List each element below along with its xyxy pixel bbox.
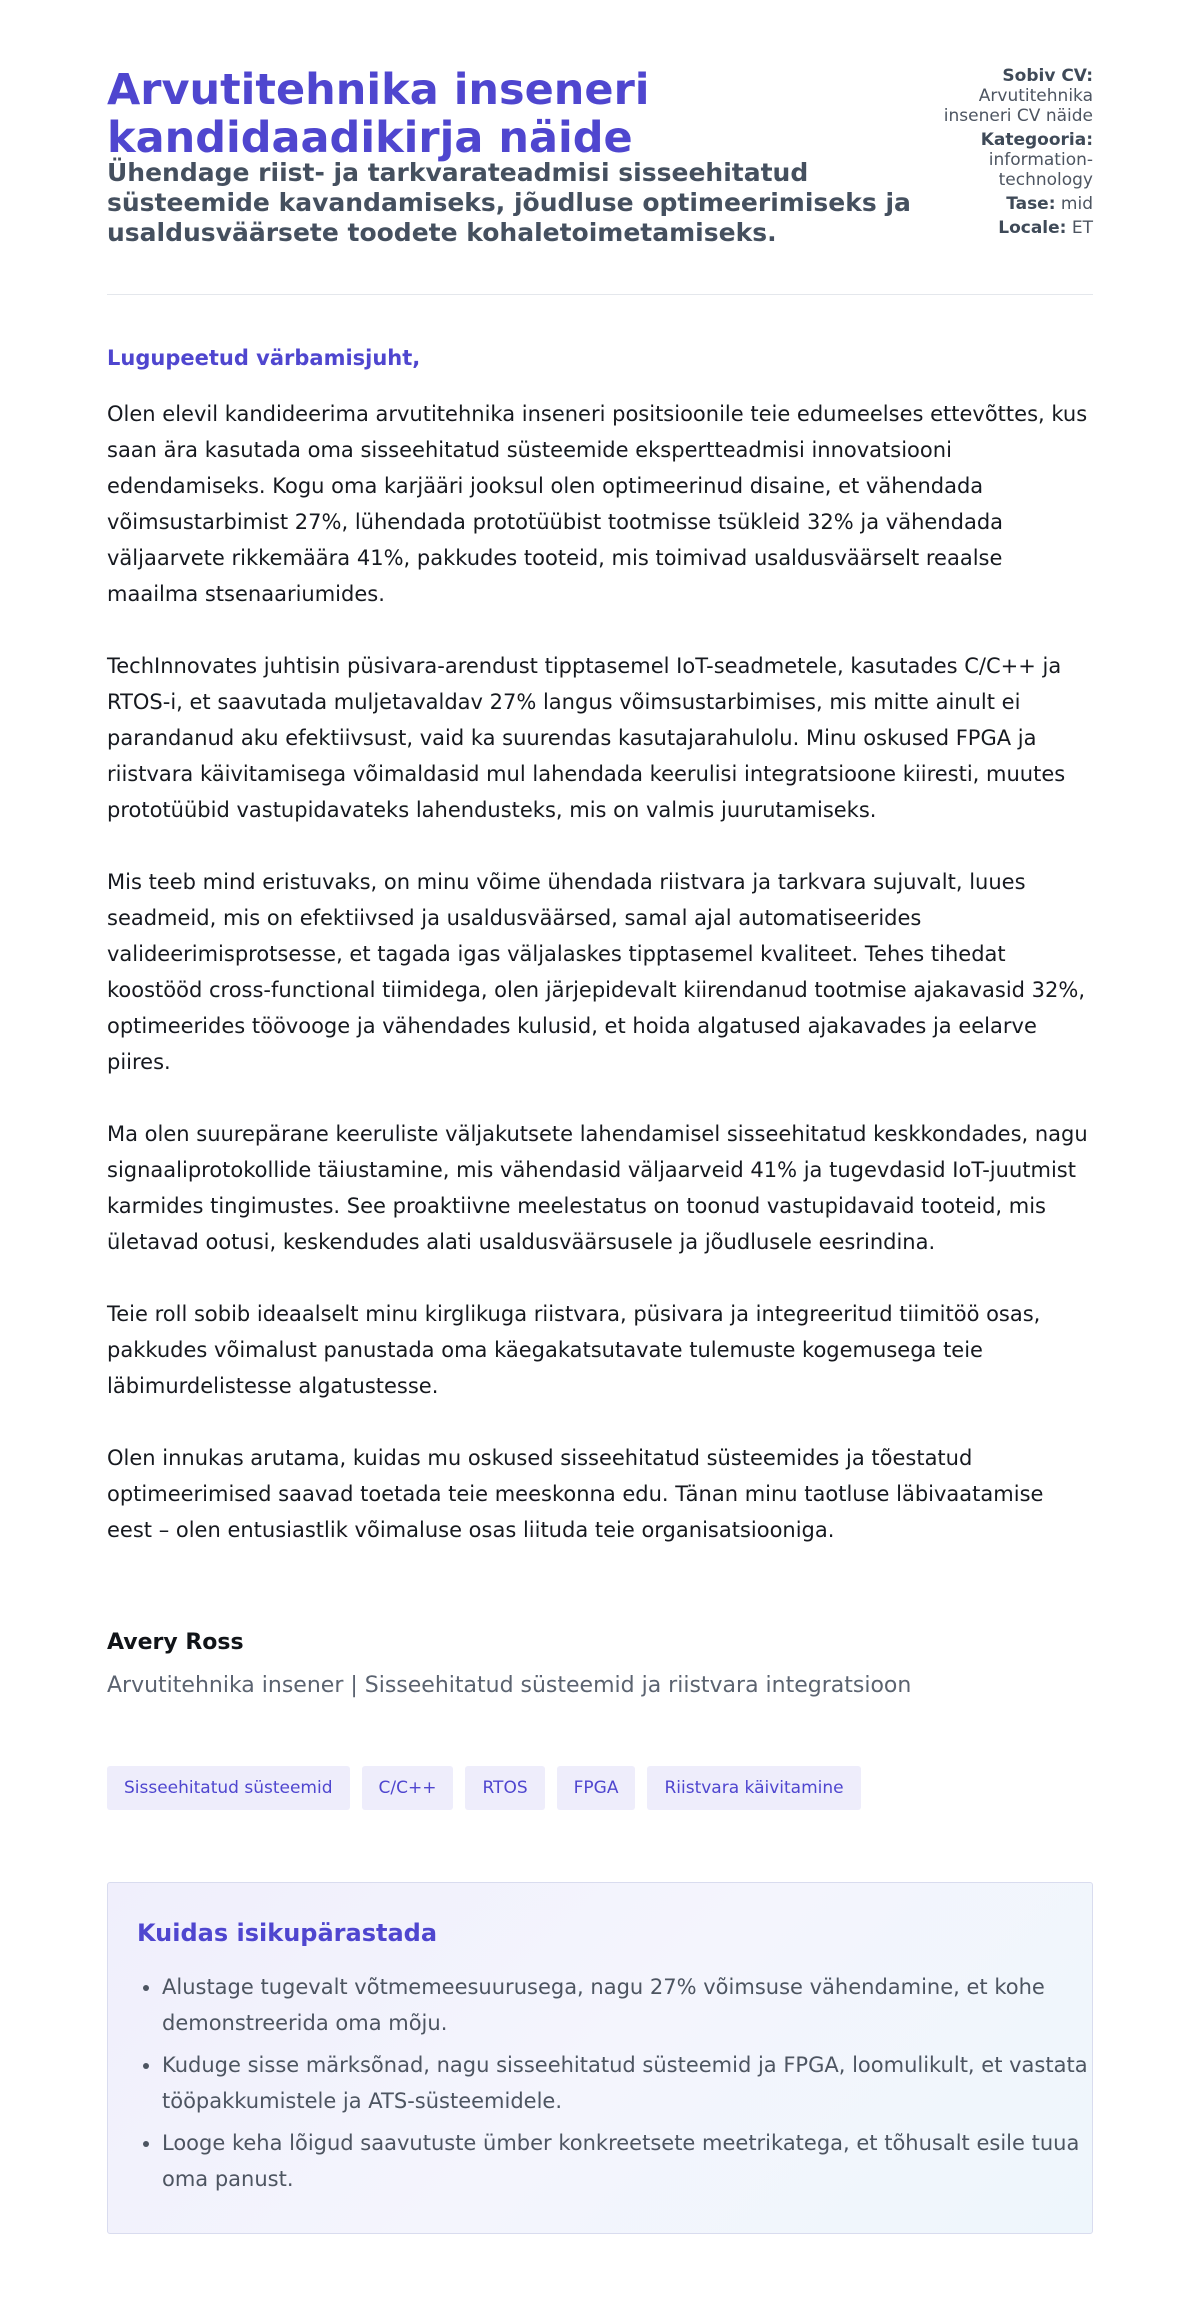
- letter-paragraph: Ma olen suurepärane keeruliste väljakutsete lahendamisel sisseehitatud keskkondades, nagu signaaliprotokollide täiustamine, mis vähendasid väljaarveid 41% ja tugevdasid IoT-juutmist karmides tingimustes. See proaktiivne meelestatus on toonud vastupidavaid tooteid, mis ületavad ootusi, keskendudes alati usaldusväärsusele ja jõudlusele eesrindina.: [107, 1122, 1088, 1254]
- meta-category: [933, 130, 1093, 190]
- tip-item: • Kuduge sisse märksõnad, nagu sisseehitatud süsteemid ja FPGA, loomulikult, et vastata tööpakkumistele ja ATS-süsteemidele.: [162, 2047, 1092, 2119]
- header-divider: [107, 294, 1093, 295]
- skill-tag: RTOS: [465, 1766, 544, 1810]
- letter-paragraph: Olen elevil kandideerima arvutitehnika inseneri positsioonile teie edumeelses ettevõttes, kus saan ära kasutada oma sisseehitatud süsteemide ekspertteadmisi innovatsiooni edendamiseks. Kogu oma karjääri jooksul olen optimeerinud disaine, et vähendada võimsustarbimist 27%, lühendada prototüübist tootmisse tsükleid 32% ja vähendada väljaarvete rikkemäära 41%, pakkudes tooteid, mis toimivad usaldusväärselt reaalse maailma stsenaariumides.: [107, 402, 1088, 606]
- meta-category-value: information-technology: [988, 150, 1093, 190]
- letter-paragraph: Teie roll sobib ideaalselt minu kirglikuga riistvara, püsivara ja integreeritud tiimitöö osas, pakkudes võimalust panustada oma käegakatsutavate tulemuste kogemusega teie läbimurdelistesse algatustesse.: [107, 1302, 1041, 1398]
- signature-name: Avery Ross: [107, 1630, 244, 1655]
- page-title: Arvutitehnika inseneri kandidaadikirja näide: [107, 65, 650, 163]
- letter-paragraph: Mis teeb mind eristuvaks, on minu võime ühendada riistvara ja tarkvara sujuvalt, luues seadmeid, mis on efektiivsed ja usaldusväärsed, samal ajal automatiseerides valideerimisprotsesse, et tagada igas väljalaskes tipptasemel kvaliteet. Tehes tihedat koostööd cross-functional tiimidega, olen järjepidevalt kiirendanud tootmise ajakavasid 32%, optimeerides töövooge ja vähendades kulusid, et hoida algatused ajakavades ja eelarve piires.: [107, 870, 1086, 1074]
- personalize-tips-box: [107, 1882, 1093, 2234]
- meta-cv: [933, 66, 1093, 126]
- letter-body: [107, 396, 1093, 1584]
- page-subtitle: Ühendage riist- ja tarkvarateadmisi sisseehitatud süsteemide kavandamiseks, jõudluse optimeerimiseks ja usaldusväärsete toodete kohaletoimetamiseks.: [107, 158, 911, 247]
- meta-level-label: Tase:: [1006, 194, 1056, 214]
- skill-tag: Riistvara käivitamine: [647, 1766, 860, 1810]
- meta-category-label: Kategooria:: [980, 130, 1093, 150]
- meta-locale-value: ET: [1071, 218, 1093, 238]
- tip-item: • Looge keha lõigud saavutuste ümber konkreetsete meetrikatega, et tõhusalt esile tuua oma panust.: [162, 2125, 1092, 2197]
- tips-title: Kuidas isikupärastada: [137, 1919, 438, 1947]
- page-header: [107, 66, 1093, 294]
- meta-level-value: mid: [1060, 194, 1093, 214]
- skill-tag: C/C++: [362, 1766, 454, 1810]
- meta-cv-label: Sobiv CV:: [1002, 66, 1093, 86]
- letter-paragraph: Olen innukas arutama, kuidas mu oskused sisseehitatud süsteemides ja tõestatud optimeerimised saavad toetada teie meeskonna edu. Tänan minu taotluse läbivaatamise eest – olen entusiastlik võimaluse osas liituda teie organisatsiooniga.: [107, 1446, 1044, 1542]
- tip-item: • Alustage tugevalt võtmemeesuurusega, nagu 27% võimsuse vähendamine, et kohe demonstreerida oma mõju.: [162, 1969, 1092, 2041]
- skill-tag: Sisseehitatud süsteemid: [107, 1766, 350, 1810]
- meta-level: [933, 194, 1093, 214]
- meta-cv-value: Arvutitehnika inseneri CV näide: [943, 86, 1093, 126]
- salutation: Lugupeetud värbamisjuht,: [107, 346, 421, 370]
- meta-locale: [933, 218, 1093, 238]
- meta-locale-label: Locale:: [998, 218, 1067, 238]
- skill-tags: [107, 1766, 861, 1810]
- meta-panel: [933, 66, 1093, 242]
- letter-paragraph: TechInnovates juhtisin püsivara-arendust tipptasemel IoT-seadmetele, kasutades C/C++ ja RTOS-i, et saavutada muljetavaldav 27% langus võimsustarbimises, mis mitte ainult ei parandanud aku efektiivsust, vaid ka suurendas kasutajarahulolu. Minu oskused FPGA ja riistvara käivitamisega võimaldasid mul lahendada keerulisi integratsioone kiiresti, muutes prototüübid vastupidavateks lahendusteks, mis on valmis juurutamiseks.: [107, 654, 1066, 822]
- tips-list: [137, 1969, 1092, 2203]
- skill-tag: FPGA: [557, 1766, 636, 1810]
- signature-title: Arvutitehnika insener | Sisseehitatud süsteemid ja riistvara integratsioon: [107, 1673, 912, 1698]
